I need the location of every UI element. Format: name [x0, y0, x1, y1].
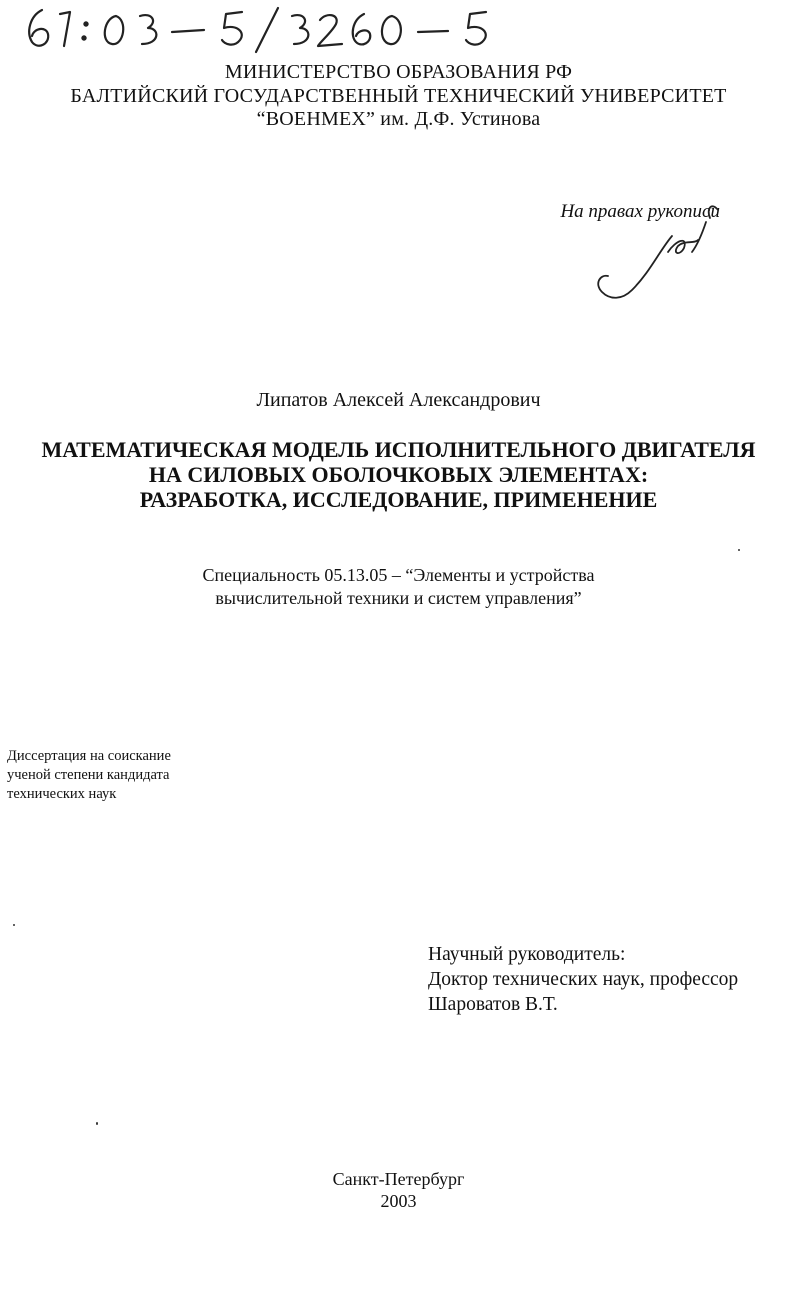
university-name: БАЛТИЙСКИЙ ГОСУДАРСТВЕННЫЙ ТЕХНИЧЕСКИЙ УНИВЕРСИТЕТ — [70, 85, 727, 107]
specialty-block — [0, 564, 797, 610]
dissertation-note — [7, 747, 247, 804]
scan-speck — [96, 1122, 98, 1125]
specialty-line: вычислительной техники и систем управления” — [215, 588, 582, 608]
note-line: ученой степени кандидата — [7, 767, 170, 783]
title-line: МАТЕМАТИЧЕСКАЯ МОДЕЛЬ ИСПОЛНИТЕЛЬНОГО ДВИГАТЕЛЯ — [41, 437, 756, 462]
specialty-line: Специальность 05.13.05 – “Элементы и устройства — [202, 565, 595, 585]
archive-code-drawing — [20, 2, 490, 54]
signature-drawing — [580, 200, 725, 310]
handwritten-signature — [580, 200, 725, 310]
dissertation-title — [0, 437, 797, 512]
institute-name: “ВОЕНМЕХ” им. Д.Ф. Устинова — [256, 108, 541, 130]
supervisor-name: Шароватов В.Т. — [428, 994, 558, 1015]
handwritten-archive-code — [20, 2, 490, 54]
title-line: РАЗРАБОТКА, ИССЛЕДОВАНИЕ, ПРИМЕНЕНИЕ — [139, 487, 658, 512]
note-line: технических наук — [7, 786, 117, 802]
supervisor-label: Научный руководитель: — [428, 944, 626, 965]
author-name: Липатов Алексей Александрович — [256, 389, 541, 411]
supervisor-block — [428, 942, 788, 1017]
scan-speck — [13, 924, 15, 926]
year: 2003 — [380, 1191, 417, 1211]
manuscript-rights-label: На правах рукописи — [560, 201, 720, 222]
scan-speck — [738, 549, 740, 551]
ministry-name: МИНИСТЕРСТВО ОБРАЗОВАНИЯ РФ — [224, 61, 573, 83]
title-line: НА СИЛОВЫХ ОБОЛОЧКОВЫХ ЭЛЕМЕНТАХ: — [148, 462, 649, 487]
note-line: Диссертация на соискание — [7, 748, 171, 764]
supervisor-degree: Доктор технических наук, профессор — [428, 969, 739, 990]
city: Санкт-Петербург — [332, 1169, 465, 1189]
